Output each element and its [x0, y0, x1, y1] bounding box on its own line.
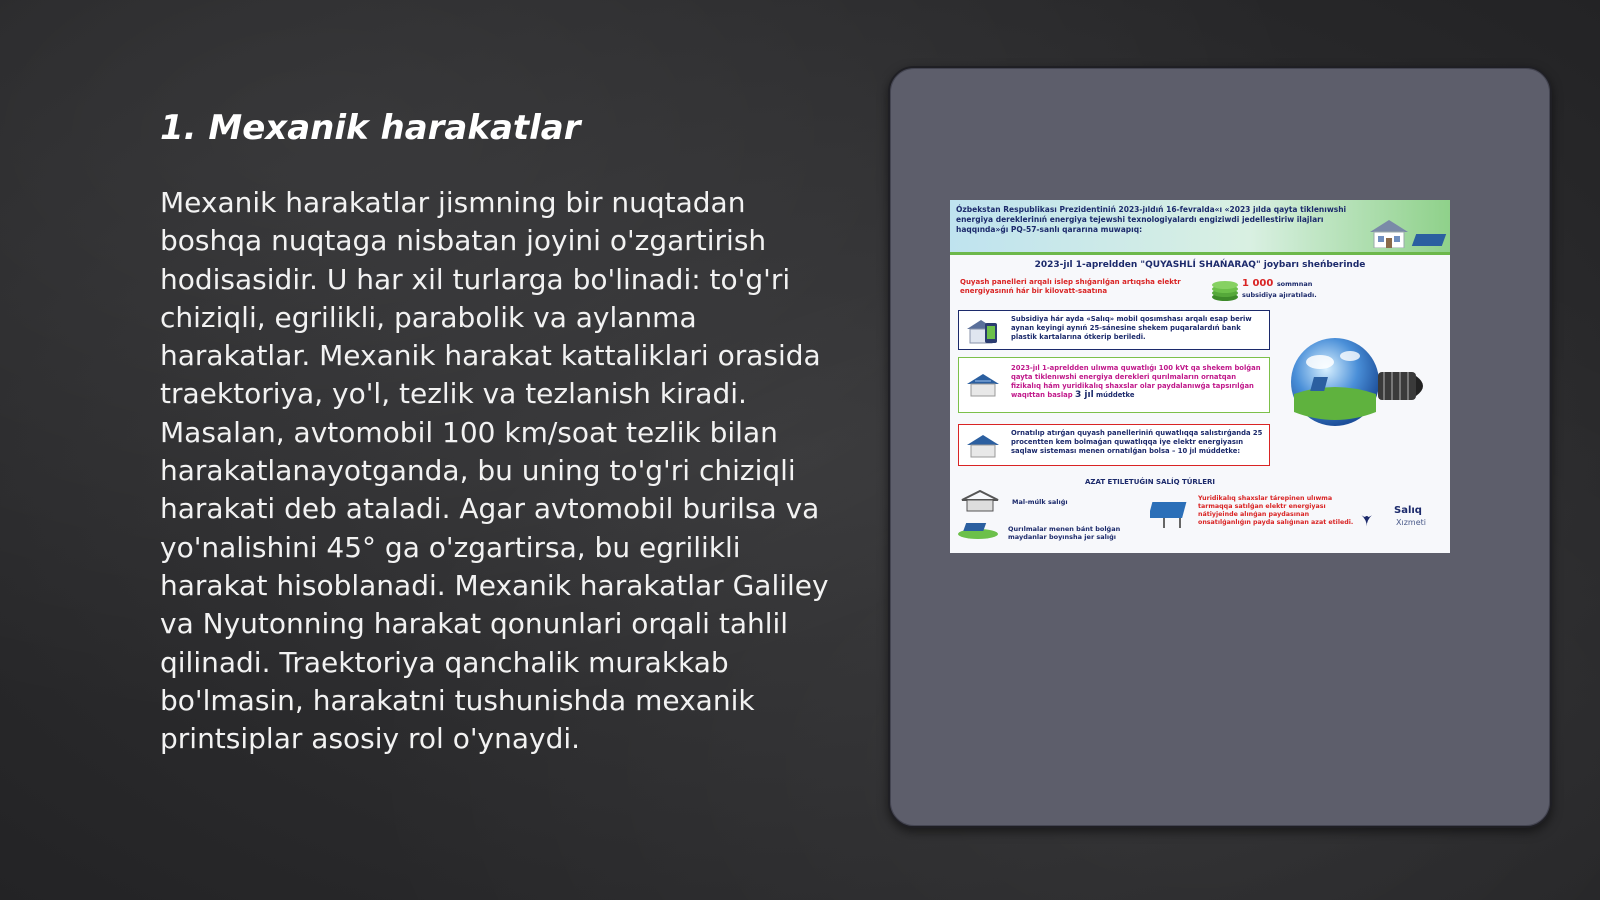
subsidy-amount	[1242, 278, 1312, 289]
tax-service-sub: Xızmeti	[1396, 518, 1426, 527]
solar-roof-icon	[965, 370, 1001, 398]
phone-house-icon	[965, 317, 1001, 345]
poster-header	[950, 200, 1450, 255]
house-icon	[1368, 218, 1410, 248]
solar-panel-icon	[1412, 234, 1446, 246]
exempt-land-tax: Qurılmalar menen bánt bolǵan maydanlar boyınsha jer salıǵı	[1008, 525, 1121, 541]
info-box-term-10-text: Ornatılıp atırǵan quyash panelleriniń quwatlıqqa salıstırǵanda 25 procentten kem bolmaǵan quwatlıqqa iye elektr energiyasın saqlaw sisteması menen ornatılǵan bolsa – 10 jıl múddetke:	[1011, 429, 1263, 455]
infographic-poster	[950, 200, 1450, 553]
info-box-payment-text: Subsidiya hár ayda «Salıq» mobil qosımshası arqalı esap beriw aynan keyingi aynıń 25-sánesine shekem puqaralardıń bank plastik kartalarına ótkerip beriledi.	[1011, 315, 1252, 341]
info-box-term-3	[958, 357, 1270, 413]
box2-main-text: 2023-jıl 1-apreldden ulıwma quwatlıǵı 100 kVt qa shekem bolǵan qayta tiklenıwshi energiya derekleri qurılmaların ornatqan fizikalıq hám yuridikalıq shaxslar olar paydalanıwǵa tapsırılǵan waqıttan baslap	[1011, 364, 1261, 399]
poster-subtitle: 2023-jıl 1-apreldden "QUYASHLÍ SHAŃARAQ" joybarı sheńberinde	[1034, 260, 1366, 270]
exempt-property-tax: Mal-múlk salıǵı	[1012, 498, 1068, 506]
land-solar-icon	[956, 518, 1000, 540]
exempt-profit-tax: Yuridikalıq shaxslar tárepinen ulıwma tarmaqqa satılǵan elektr energiyası nátiyjeinde alınǵan paydasınan onsatılǵanlıǵın payda salıǵınan azat etiledi.	[1198, 495, 1354, 526]
slide-body-text: Mexanik harakatlar jismning bir nuqtadan boshqa nuqtaga nisbatan joyini o'zgartirish hodisasidir. U har xil turlarga bo'linadi: to'g'ri chiziqli, egrilikli, parabolik va aylanma harakatlar. Mexanik harakat kattaliklari orasida traektoriya, yo'l, tezlik va tezlanish kiradi. Masalan, avtomobil 100 km/soat tezlik bilan harakatlanayotganda, bu uning to'g'ri chiziqli harakati deb ataladi. Agar avtomobil burilsa va yo'nalishini 45° ga o'zgartirsa, bu egrilikli harakat hisoblanadi. Mexanik harakatlar Galiley va Nyutonning harakat qonunlari orqali tahlil qilinadi. Traektoriya qanchalik murakkab bo'lmasin, harakatni tushunishda mexanik printsiplar asosiy rol o'ynaydi.	[160, 186, 829, 756]
subsidy-amount-unit: sommnan	[1276, 280, 1313, 288]
tax-service-logo-icon	[1360, 500, 1394, 540]
money-stack-icon	[1210, 280, 1240, 302]
slide-title: 1. Mexanik harakatlar	[160, 108, 581, 148]
exempt-taxes-title: AZAT ETILETUǴIN SALÍQ TÚRLERI	[1084, 478, 1216, 486]
tax-service-name: Salıq	[1394, 505, 1422, 516]
box2-end: múddetke	[1096, 391, 1135, 399]
info-box-term-10	[958, 424, 1270, 466]
poster-header-text: Ózbekstan Respublikası Prezidentiniń 2023-jıldıń 16-fevralda«ı «2023 jılda qayta tiklenıwshi energiya dereklerinıń energiya tejewshi texnologiyalardı engiziwdi jedellestiriw ilajları haqqında»ǵı PQ-57-sanlı qararına muwapıq:	[956, 205, 1347, 234]
solar-roof-icon	[965, 431, 1001, 459]
info-box-term-3-text	[1011, 364, 1263, 400]
info-box-payment	[958, 310, 1270, 350]
solar-farm-icon	[1150, 496, 1194, 530]
light-bulb-icon	[1280, 332, 1446, 432]
subsidy-amount-value: 1 000	[1242, 278, 1274, 289]
poster-intro: Quyash panelleri arqalı islep shıǵarılǵan artıqsha elektr energiyasınıń hár bir kilovatt-saatına	[960, 278, 1181, 295]
subsidy-note: subsidiya ajıratıladı.	[1242, 291, 1317, 299]
box2-term: 3 jıl	[1075, 390, 1094, 400]
house-outline-icon	[960, 490, 1000, 512]
